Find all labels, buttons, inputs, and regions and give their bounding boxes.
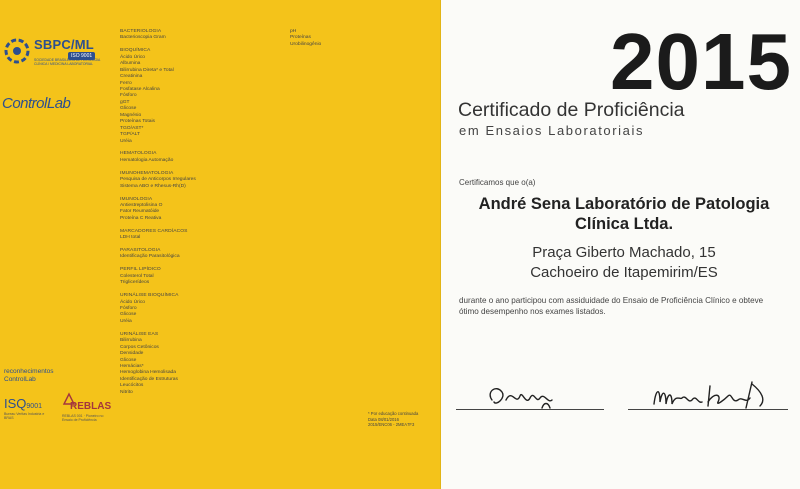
lab-address	[459, 243, 789, 283]
controllab-logo: ControlLab	[2, 95, 71, 112]
scope-item: Pesquisa de Anticorpos Irregulares	[120, 177, 196, 183]
scope-group	[120, 229, 280, 242]
scope-item: Colesterol Total	[120, 273, 154, 279]
sbpc-emblem-icon	[4, 38, 30, 64]
scope-item: Identificação de Estruturas	[120, 376, 178, 382]
scope-item: Leucócitos	[120, 383, 144, 389]
certificate-statement: durante o ano participou com assiduidade do Ensaio de Proficiência Clínico e obteve ótimo desempenho nos exames listados.	[459, 296, 764, 316]
scope-item: Glicose	[120, 106, 137, 112]
certify-text: Certificamos que o(a)	[459, 178, 536, 187]
scope-group-title: HEMATOLOGIA	[120, 151, 157, 157]
scope-column-2	[290, 29, 370, 48]
sbpc-name: SBPC/ML	[34, 37, 94, 52]
scope-item: Hematologia Automação	[120, 157, 174, 163]
scope-item: Ferro	[120, 80, 132, 86]
scope-group	[120, 151, 280, 164]
scope-group-title: IMUNOHEMATOLOGIA	[120, 170, 174, 176]
scope-item: Fósforo	[120, 305, 137, 311]
scope-group-title: BIOQUÍMICA	[120, 48, 151, 54]
scope-group	[120, 332, 280, 397]
scope-group	[120, 171, 280, 190]
scope-item: Hemácias*	[120, 364, 144, 369]
iso-badge: ISO 9001	[68, 52, 95, 60]
scope-item: TGP/ALT	[120, 132, 141, 138]
scope-item: Albumina	[120, 61, 141, 67]
scope-group-title: MARCADORES CARDÍACOS	[120, 228, 188, 234]
scope-item: Sistema ABO e Rhesus-Rh(D)	[120, 183, 186, 189]
scope-item: TGO/AST*	[120, 125, 144, 131]
footnote-line: * Por educação continuada	[368, 411, 419, 416]
recognitions-line: ControlLab	[4, 376, 36, 383]
certificate-year: 2015	[610, 17, 792, 106]
reblas-subtitle: REBLAS 001 · Pioneiro no Ensaio de Proficiência	[62, 414, 104, 423]
scope-group	[120, 197, 280, 223]
scope-item: pH	[290, 29, 297, 34]
scope-item: Uréia	[120, 138, 132, 144]
scope-item: Antiestreptolisina O	[120, 202, 163, 208]
scope-item: Ácido Úrico	[120, 299, 146, 305]
isq-logo	[4, 396, 42, 411]
address-line: Praça Giberto Machado, 15	[532, 244, 716, 261]
scope-item: Identificação Parasitológica	[120, 254, 180, 260]
scope-item: Glicose	[120, 357, 137, 363]
footnote-line: 2015/ENC06 - 2MEA7F3	[368, 422, 415, 428]
lab-name-line: Clínica Ltda.	[574, 215, 674, 233]
panel-divider	[440, 0, 441, 489]
scope-item: Magnésio	[120, 112, 142, 118]
isq-logo-text: ISQ	[4, 396, 27, 411]
isq-logo-number: 9001	[26, 403, 42, 410]
scope-item: Corpos Cetônicos	[120, 344, 159, 350]
scope-group	[120, 293, 280, 325]
scope-item: Triglicerídeos	[120, 280, 150, 286]
recognitions-line: reconhecimentos	[4, 368, 54, 375]
signature-line-2	[628, 409, 788, 410]
scope-item: Hemoglobina Hemolisada	[120, 370, 177, 376]
certificate-title: Certificado de Proficiência	[458, 99, 685, 121]
scope-item: Fator Reumatóide	[120, 209, 160, 215]
signature-line-1	[456, 409, 604, 410]
scope-group-title: IMUNOLOGIA	[120, 196, 153, 202]
scope-group-title: BACTERIOLOGIA	[120, 29, 162, 34]
reblas-logo: REBLAS	[70, 401, 112, 412]
scope-column-1	[120, 29, 280, 403]
scope-item: Urobilinogênio	[290, 41, 322, 47]
scope-item: Bilirrubina	[120, 338, 142, 344]
scope-item: LDH total	[120, 235, 141, 241]
scope-item: Proteína C Reativa	[120, 215, 162, 221]
scope-item: Bacterioscopia Gram	[120, 35, 166, 41]
scope-item: Glicose	[120, 312, 137, 318]
sidebar	[0, 0, 112, 489]
scope-group-title: PERFIL LIPÍDICO	[120, 267, 161, 273]
scope-item: Fosfatase Alcalina	[120, 87, 160, 93]
recognitions	[4, 368, 54, 384]
scope-item: gGT	[120, 99, 130, 105]
sbpc-logo	[4, 34, 112, 78]
lab-name-line: André Sena Laboratório de Patologia	[478, 195, 770, 213]
scope-group	[120, 267, 280, 286]
scope-item: Densidade	[120, 351, 144, 357]
isq-subtitle: Bureau Veritas Industria e BRAS	[4, 412, 45, 421]
scope-item: Uréia	[120, 318, 132, 324]
sbpc-subtitle: SOCIEDADE BRASILEIRA DE PATOLOGIA CLÍNICA / MEDICINA LABORATORIAL	[34, 58, 101, 66]
address-line: Cachoeiro de Itapemirim/ES	[530, 264, 718, 281]
certificate-subtitle: em Ensaios Laboratoriais	[459, 123, 645, 138]
scope-group-title: URINÁLISE EAS	[120, 331, 159, 337]
scope-item: Fósforo	[120, 93, 137, 99]
scope-group-title: URINÁLISE BIOQUÍMICA	[120, 293, 179, 299]
scope-group-title: PARASITOLOGIA	[120, 248, 161, 254]
lab-name	[459, 194, 789, 234]
scope-group	[120, 29, 280, 42]
scope-item: Creatinina	[120, 74, 143, 80]
scope-group	[120, 48, 280, 145]
scope-item: Ácido Úrico	[120, 54, 146, 60]
scope-item: Bilirrubina Direta* e Total	[120, 67, 174, 73]
footnote-line: Data 08/01/2016	[368, 416, 399, 422]
scope-item: Proteínas	[290, 35, 311, 41]
scope-item: Proteínas Totais	[120, 119, 155, 125]
scope-group	[120, 248, 280, 261]
footnote	[368, 411, 418, 428]
scope-item: Nitrito	[120, 389, 133, 395]
